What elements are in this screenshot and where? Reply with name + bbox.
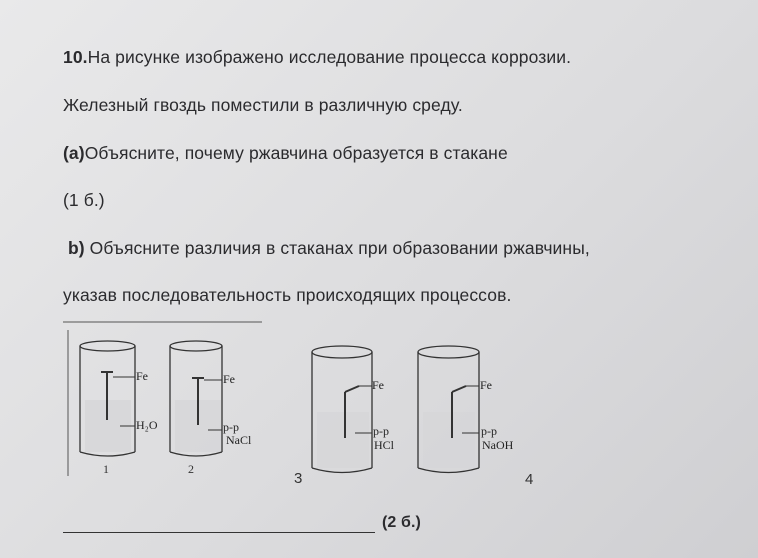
beaker-4-metal: Fe (480, 378, 492, 392)
part-a-label: (а) (63, 143, 85, 163)
task-intro: На рисунке изображено исследование процесса коррозии. (87, 47, 572, 67)
nail-3-head (345, 386, 359, 392)
part-a-points: (1 б.) (63, 190, 105, 210)
beaker-4-number: 4 (525, 471, 534, 488)
part-a-text: Объясните, почему ржавчина образуется в стакане (84, 143, 508, 163)
beaker-3-liquid (317, 412, 369, 468)
beaker-1-metal: Fe (136, 369, 148, 383)
beaker-4-liquid (423, 412, 475, 468)
beaker-4-medium-2: NaOH (482, 438, 514, 452)
part-b-points: (2 б.) (382, 514, 421, 531)
beaker-1-number: 1 (103, 462, 109, 476)
beaker-1 (80, 341, 135, 456)
beaker-3-number: 3 (294, 470, 303, 487)
beaker-4 (418, 346, 479, 473)
beaker-3-medium-2: HCl (374, 438, 395, 452)
beaker-3-metal: Fe (372, 378, 384, 392)
part-b-text: Объясните различия в стаканах при образовании ржавчины, (84, 238, 590, 258)
part-b-line-2: указав последовательность происходящих процессов. (63, 285, 512, 305)
beaker-2 (170, 341, 222, 456)
beaker-2-number: 2 (188, 462, 194, 476)
beaker-2-medium-2: NaCl (226, 433, 252, 447)
beaker-2-metal: Fe (223, 372, 235, 386)
beaker-3-medium-1: р-р (373, 424, 389, 438)
task-number: 10. (63, 47, 88, 67)
beaker-3 (312, 346, 372, 473)
part-b-label: b) (68, 238, 85, 258)
task-line-2: Железный гвоздь поместили в различную среду. (63, 95, 463, 115)
nail-4-head (452, 386, 466, 392)
answer-line[interactable] (63, 532, 375, 533)
beaker-4-medium-1: р-р (481, 424, 497, 438)
beaker-2-medium-1: р-р (223, 420, 239, 434)
beaker-1-medium: H₂O (136, 418, 158, 432)
